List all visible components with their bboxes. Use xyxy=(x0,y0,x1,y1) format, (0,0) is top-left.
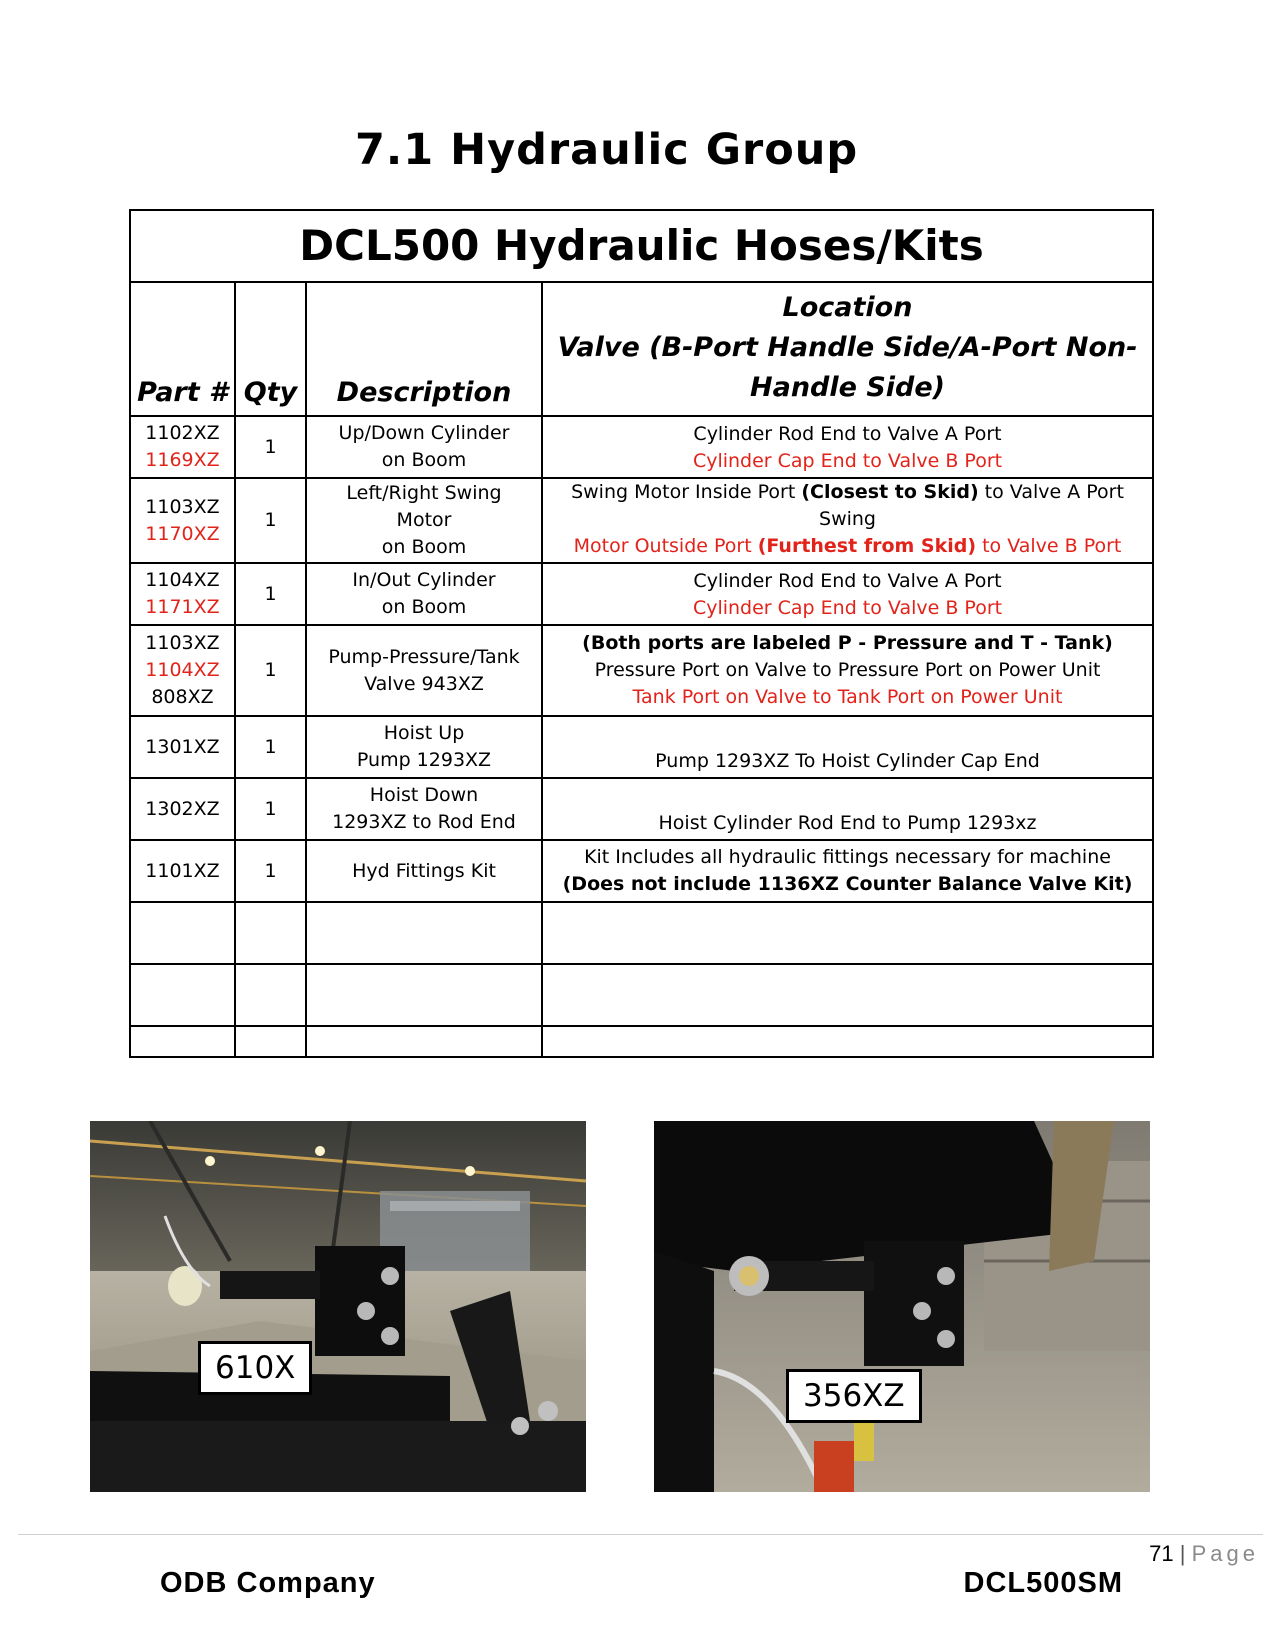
qty-cell: 1 xyxy=(235,778,306,840)
description-line: 1293XZ to Rod End xyxy=(332,811,516,833)
footer-document-id: DCL500SM xyxy=(963,1567,1123,1599)
location-line: Tank Port on Valve to Tank Port on Power Unit xyxy=(632,686,1063,708)
qty-cell: 1 xyxy=(235,840,306,902)
qty-cell: 1 xyxy=(235,716,306,778)
part-number: 1104XZ xyxy=(145,569,220,591)
photo-illustration xyxy=(654,1121,1150,1492)
location-line: (Does not include 1136XZ Counter Balance Valve Kit) xyxy=(562,873,1133,895)
description-cell xyxy=(306,625,542,716)
header-part-number: Part # xyxy=(130,282,235,416)
part-cell xyxy=(130,478,235,563)
part-number: 1103XZ xyxy=(145,632,220,654)
photo-valve-356xz xyxy=(654,1121,1150,1492)
description-line: Hoist Up xyxy=(383,722,465,744)
table-row xyxy=(130,840,1153,902)
photo-label: 356XZ xyxy=(786,1369,922,1423)
part-cell: 1101XZ xyxy=(130,840,235,902)
description-line: In/Out Cylinder xyxy=(352,569,496,591)
table-row xyxy=(130,778,1153,840)
description-line: Hoist Down xyxy=(369,784,479,806)
location-line: Cylinder Rod End to Valve A Port xyxy=(693,423,1002,445)
description-line: Pump-Pressure/Tank xyxy=(328,645,520,668)
location-line: (Both ports are labeled P - Pressure and T - Tank) xyxy=(582,632,1113,654)
location-line: Cylinder Cap End to Valve B Port xyxy=(692,450,1003,472)
part-number: 1104XZ xyxy=(145,659,220,681)
part-cell: 1302XZ xyxy=(130,778,235,840)
photo-illustration xyxy=(90,1121,586,1492)
description-line: Up/Down Cylinder xyxy=(338,422,510,444)
footer-company: ODB Company xyxy=(160,1567,376,1599)
photo-valve-610x xyxy=(90,1121,586,1492)
location-line: Motor Outside Port (Furthest from Skid) to Valve B Port xyxy=(573,535,1122,557)
part-number: 1170XZ xyxy=(145,522,220,545)
description-line: on Boom xyxy=(381,449,467,471)
description-cell: Hyd Fittings Kit xyxy=(306,840,542,902)
location-cell xyxy=(542,840,1153,902)
location-cell xyxy=(542,478,1153,563)
description-cell xyxy=(306,778,542,840)
part-cell xyxy=(130,563,235,625)
part-cell xyxy=(130,625,235,716)
page-number: 71 | Page xyxy=(1149,1541,1259,1566)
header-location-line1: Location xyxy=(782,292,913,323)
table-row xyxy=(130,478,1153,563)
qty-cell: 1 xyxy=(235,478,306,563)
location-cell: Hoist Cylinder Rod End to Pump 1293xz xyxy=(542,778,1153,840)
location-line: Cylinder Cap End to Valve B Port xyxy=(692,597,1003,619)
location-cell xyxy=(542,563,1153,625)
description-line: on Boom xyxy=(381,596,467,618)
table-title: DCL500 Hydraulic Hoses/Kits xyxy=(130,210,1153,282)
part-number: 1169XZ xyxy=(145,449,220,471)
part-cell xyxy=(130,416,235,478)
hydraulic-hoses-table xyxy=(129,209,1154,1058)
description-cell xyxy=(306,416,542,478)
location-line: Kit Includes all hydraulic fittings necessary for machine xyxy=(584,846,1111,868)
location-line: Cylinder Rod End to Valve A Port xyxy=(693,570,1002,592)
location-cell: Pump 1293XZ To Hoist Cylinder Cap End xyxy=(542,716,1153,778)
table-row xyxy=(130,625,1153,716)
location-line: Swing Motor Inside Port (Closest to Skid) to Valve A Port Swing xyxy=(571,481,1124,530)
table-row xyxy=(130,563,1153,625)
header-qty: Qty xyxy=(235,282,306,416)
table-row-empty xyxy=(130,902,1153,964)
description-line: on Boom xyxy=(381,536,467,558)
part-number: 1102XZ xyxy=(145,422,220,444)
description-line: Pump 1293XZ xyxy=(356,749,492,771)
part-number: 1171XZ xyxy=(145,596,220,618)
qty-cell: 1 xyxy=(235,416,306,478)
table-row xyxy=(130,416,1153,478)
description-cell xyxy=(306,716,542,778)
photo-label: 610X xyxy=(198,1341,312,1395)
part-cell: 1301XZ xyxy=(130,716,235,778)
part-number: 1103XZ xyxy=(145,495,220,518)
header-description: Description xyxy=(306,282,542,416)
table-row xyxy=(130,716,1153,778)
qty-cell: 1 xyxy=(235,563,306,625)
table-row-empty xyxy=(130,1026,1153,1057)
section-title: 7.1 Hydraulic Group xyxy=(355,125,859,175)
header-location-line2: Valve (B-Port Handle Side/A-Port Non- xyxy=(557,332,1138,363)
part-number: 808XZ xyxy=(151,686,214,708)
description-cell xyxy=(306,478,542,563)
description-line: Valve 943XZ xyxy=(364,672,484,695)
footer-divider xyxy=(18,1534,1263,1535)
header-location xyxy=(542,282,1153,416)
location-line: Pressure Port on Valve to Pressure Port on Power Unit xyxy=(594,659,1101,681)
header-location-line3: Handle Side) xyxy=(750,372,946,403)
qty-cell: 1 xyxy=(235,625,306,716)
description-cell xyxy=(306,563,542,625)
description-line: Motor xyxy=(396,509,452,531)
description-line: Left/Right Swing xyxy=(346,482,502,504)
location-cell xyxy=(542,625,1153,716)
location-cell xyxy=(542,416,1153,478)
table-row-empty xyxy=(130,964,1153,1026)
